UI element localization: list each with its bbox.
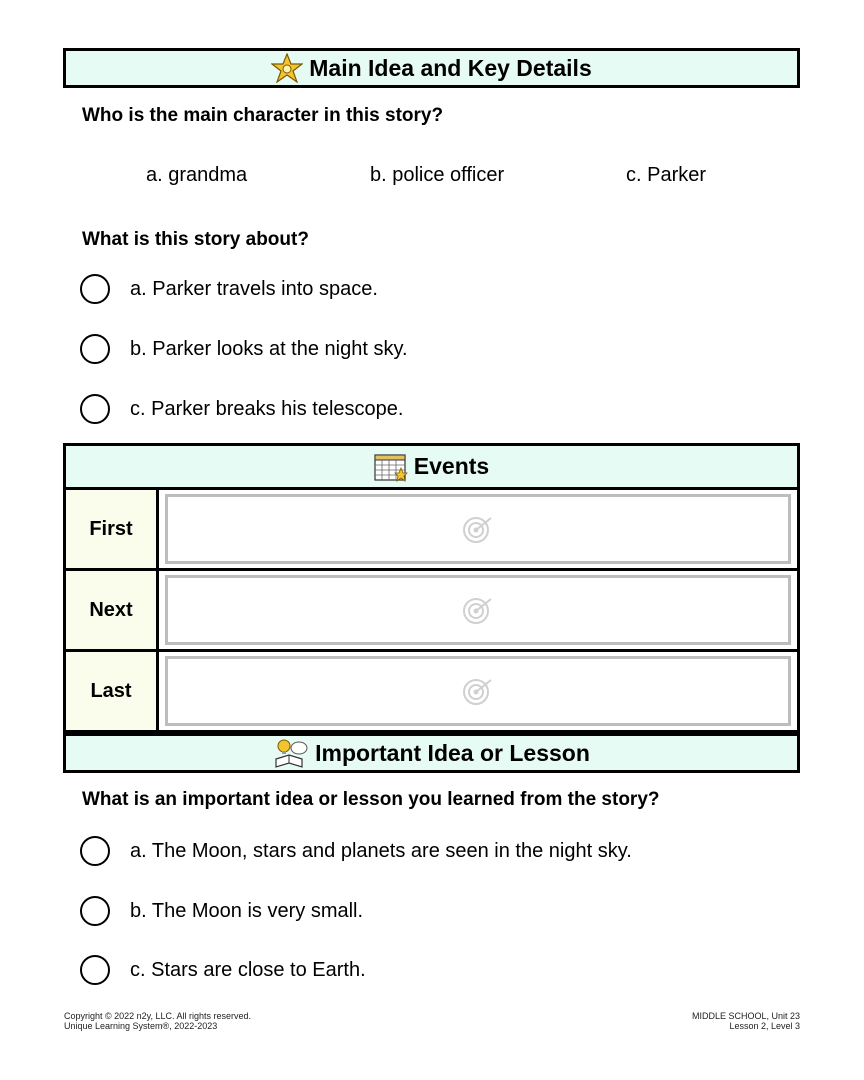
radio-button[interactable] xyxy=(80,394,110,424)
target-icon xyxy=(461,595,495,625)
lesson-option-a[interactable] xyxy=(80,834,632,868)
lesson-level-text: Lesson 2, Level 3 xyxy=(729,1021,800,1031)
main-idea-header xyxy=(63,48,800,88)
calendar-icon xyxy=(374,452,408,482)
lesson-header xyxy=(63,733,800,773)
radio-button[interactable] xyxy=(80,274,110,304)
story-about-option-b[interactable] xyxy=(80,332,408,366)
event-label: Next xyxy=(66,571,156,649)
radio-button[interactable] xyxy=(80,836,110,866)
target-icon xyxy=(461,514,495,544)
radio-button[interactable] xyxy=(80,955,110,985)
option-label: c. Stars are close to Earth. xyxy=(130,958,366,981)
question-story-about: What is this story about? xyxy=(82,229,309,250)
lesson-option-c[interactable] xyxy=(80,953,366,987)
lesson-title: Important Idea or Lesson xyxy=(315,739,590,766)
reading-lightbulb-icon xyxy=(273,737,309,769)
target-icon xyxy=(461,676,495,706)
event-row-first xyxy=(66,490,797,568)
copyright-text: Copyright © 2022 n2y, LLC. All rights reserved. xyxy=(64,1011,252,1021)
option-police-officer[interactable]: b. police officer xyxy=(370,164,505,186)
event-label: First xyxy=(66,490,156,568)
option-label: b. The Moon is very small. xyxy=(130,899,364,922)
question-important-lesson: What is an important idea or lesson you learned from the story? xyxy=(82,789,660,810)
product-text: Unique Learning System®, 2022-2023 xyxy=(64,1021,218,1031)
option-grandma[interactable]: a. grandma xyxy=(146,164,248,186)
story-about-option-c[interactable] xyxy=(80,392,403,426)
option-label: a. The Moon, stars and planets are seen in the night sky. xyxy=(130,839,632,862)
question-main-character: Who is the main character in this story? xyxy=(82,105,444,126)
main-idea-title: Main Idea and Key Details xyxy=(309,54,592,81)
event-label: Last xyxy=(66,652,156,730)
event-row-last xyxy=(66,652,797,730)
option-label: c. Parker breaks his telescope. xyxy=(130,397,404,420)
event-answer-box-last[interactable] xyxy=(165,656,791,726)
event-row-next xyxy=(66,571,797,649)
events-title: Events xyxy=(413,453,490,479)
event-answer-box-first[interactable] xyxy=(165,494,791,564)
events-table xyxy=(63,443,800,733)
option-parker[interactable]: c. Parker xyxy=(626,164,707,186)
option-label: a. Parker travels into space. xyxy=(130,277,378,300)
unit-text: MIDDLE SCHOOL, Unit 23 xyxy=(691,1011,800,1021)
radio-button[interactable] xyxy=(80,896,110,926)
event-answer-box-next[interactable] xyxy=(165,575,791,645)
footer-copyright xyxy=(64,1011,251,1031)
lesson-option-b[interactable] xyxy=(80,894,363,928)
footer-unit-info xyxy=(692,1011,800,1031)
radio-button[interactable] xyxy=(80,334,110,364)
option-label: b. Parker looks at the night sky. xyxy=(130,337,408,360)
star-icon xyxy=(271,53,303,83)
story-about-option-a[interactable] xyxy=(80,272,378,306)
events-header xyxy=(66,446,797,487)
